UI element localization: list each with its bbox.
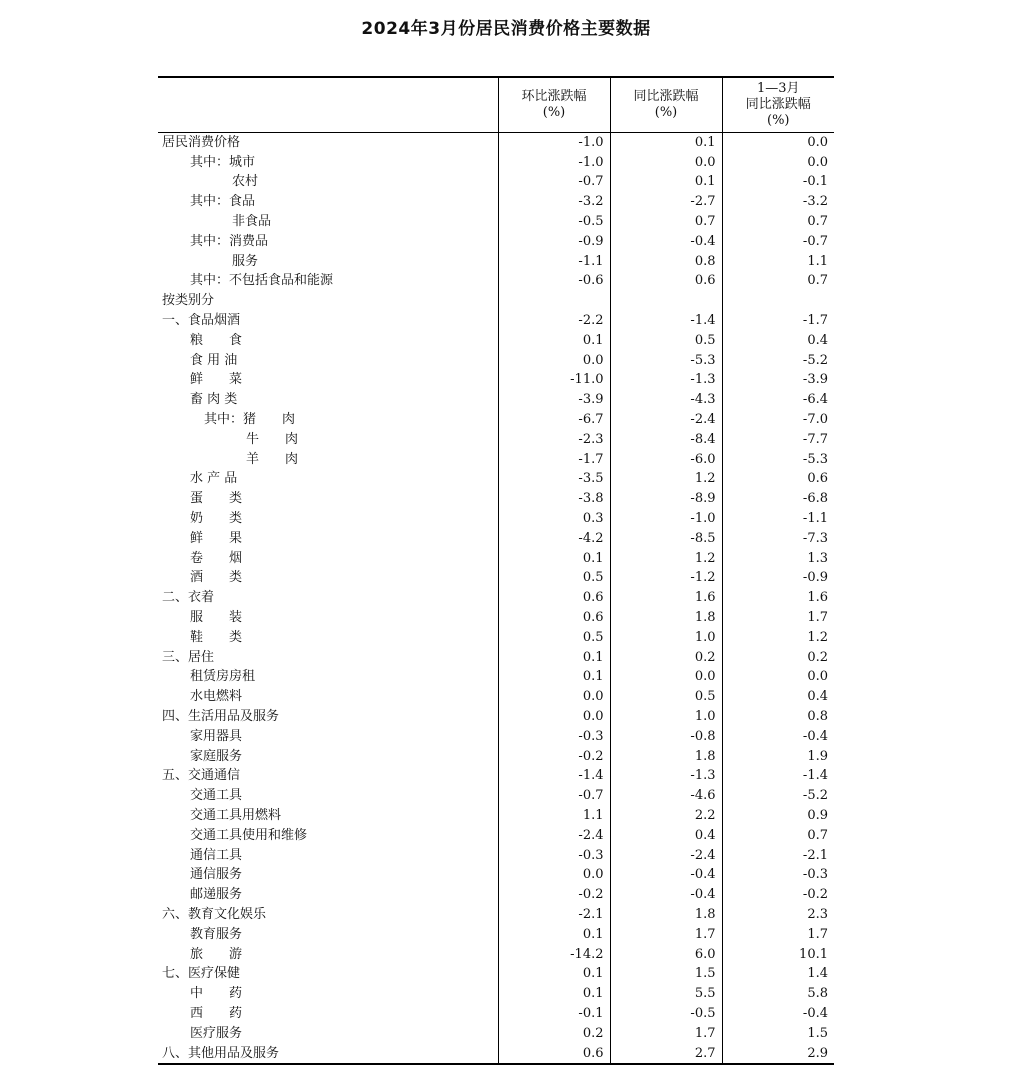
row-label: 食 用 油 xyxy=(190,352,238,368)
row-label: 其中：消费品 xyxy=(190,233,269,249)
row-label: 家用器具 xyxy=(190,728,243,744)
row-mom-value: 0.2 xyxy=(498,1024,610,1044)
row-yoy-value: -0.4 xyxy=(610,232,722,252)
row-yoy-value: -8.9 xyxy=(610,489,722,509)
row-mom-value: -0.3 xyxy=(498,727,610,747)
table-row xyxy=(158,173,834,193)
row-mom-value: -4.2 xyxy=(498,529,610,549)
row-yoy-value: 0.4 xyxy=(610,826,722,846)
row-yoy-value: 0.5 xyxy=(610,331,722,351)
row-mom-value: 0.6 xyxy=(498,1044,610,1065)
row-ytd-value: 2.3 xyxy=(722,905,834,925)
row-ytd-value: 1.9 xyxy=(722,747,834,767)
row-mom-value: 1.1 xyxy=(498,806,610,826)
table-row xyxy=(158,608,834,628)
row-yoy-value: 0.5 xyxy=(610,687,722,707)
row-ytd-value: -7.3 xyxy=(722,529,834,549)
row-label: 水电燃料 xyxy=(190,689,243,705)
row-ytd-value: -3.2 xyxy=(722,192,834,212)
row-label: 三、居住 xyxy=(162,649,215,665)
row-mom-value: -0.2 xyxy=(498,885,610,905)
header-item-column xyxy=(158,77,498,133)
row-yoy-value: 1.0 xyxy=(610,707,722,727)
table-row xyxy=(158,390,834,410)
row-yoy-value: 1.8 xyxy=(610,905,722,925)
table-row xyxy=(158,133,834,153)
table-row xyxy=(158,786,834,806)
header-mom-change xyxy=(498,77,610,133)
row-ytd-value: -7.7 xyxy=(722,430,834,450)
row-yoy-value: 1.6 xyxy=(610,588,722,608)
row-yoy-value: 6.0 xyxy=(610,945,722,965)
row-yoy-value: 1.7 xyxy=(610,925,722,945)
table-row xyxy=(158,291,834,311)
table-row xyxy=(158,707,834,727)
row-label: 畜 肉 类 xyxy=(190,392,238,408)
row-mom-value: 0.1 xyxy=(498,984,610,1004)
header-yoy-unit: (%) xyxy=(654,105,678,120)
row-label: 一、食品烟酒 xyxy=(162,313,241,329)
header-ytd-period: 1—3月 xyxy=(756,81,800,96)
row-mom-value: 0.5 xyxy=(498,569,610,589)
row-label: 蛋 类 xyxy=(190,491,243,507)
row-label: 西 药 xyxy=(190,1005,243,1021)
row-yoy-value: -1.0 xyxy=(610,509,722,529)
row-yoy-value: 0.0 xyxy=(610,153,722,173)
row-ytd-value: -1.7 xyxy=(722,311,834,331)
row-mom-value: 0.1 xyxy=(498,964,610,984)
table-row xyxy=(158,885,834,905)
header-yoy-label: 同比涨跌幅 xyxy=(633,89,699,104)
row-yoy-value: 2.2 xyxy=(610,806,722,826)
row-mom-value: -0.9 xyxy=(498,232,610,252)
row-label: 五、交通通信 xyxy=(162,768,241,784)
row-ytd-value: 1.4 xyxy=(722,964,834,984)
row-label: 交通工具用燃料 xyxy=(190,807,282,823)
row-mom-value: -2.3 xyxy=(498,430,610,450)
row-ytd-value: 0.4 xyxy=(722,687,834,707)
row-ytd-value: 1.3 xyxy=(722,549,834,569)
table-row xyxy=(158,588,834,608)
row-ytd-value: -5.2 xyxy=(722,786,834,806)
row-mom-value: -1.0 xyxy=(498,133,610,153)
row-label: 酒 类 xyxy=(190,570,243,586)
table-row xyxy=(158,846,834,866)
row-yoy-value: 0.1 xyxy=(610,133,722,153)
row-label: 通信工具 xyxy=(190,847,243,863)
table-row xyxy=(158,351,834,371)
table-row xyxy=(158,1024,834,1044)
table-row xyxy=(158,727,834,747)
row-label: 鲜 果 xyxy=(190,530,243,546)
row-mom-value: 0.0 xyxy=(498,707,610,727)
row-label: 非食品 xyxy=(232,214,272,230)
table-row xyxy=(158,806,834,826)
row-label: 服务 xyxy=(232,253,259,269)
row-ytd-value: -0.4 xyxy=(722,1004,834,1024)
row-ytd-value: -0.7 xyxy=(722,232,834,252)
table-row xyxy=(158,192,834,212)
row-ytd-value: -3.9 xyxy=(722,371,834,391)
row-label: 居民消费价格 xyxy=(162,134,241,150)
table-row xyxy=(158,964,834,984)
row-yoy-value: -2.4 xyxy=(610,410,722,430)
table-row xyxy=(158,212,834,232)
row-mom-value: -0.2 xyxy=(498,747,610,767)
row-yoy-value: 0.6 xyxy=(610,272,722,292)
header-ytd-label: 同比涨跌幅 xyxy=(745,97,811,112)
table-row xyxy=(158,826,834,846)
row-ytd-value: -0.4 xyxy=(722,727,834,747)
row-label: 通信服务 xyxy=(190,867,243,883)
table-row xyxy=(158,925,834,945)
table-row xyxy=(158,984,834,1004)
table-row xyxy=(158,747,834,767)
row-label: 牛 肉 xyxy=(246,431,299,447)
row-label: 奶 类 xyxy=(190,511,243,527)
row-mom-value: 0.3 xyxy=(498,509,610,529)
row-mom-value: -3.2 xyxy=(498,192,610,212)
row-yoy-value: 1.7 xyxy=(610,1024,722,1044)
row-mom-value: -3.5 xyxy=(498,470,610,490)
row-yoy-value: -0.4 xyxy=(610,865,722,885)
row-ytd-value: 10.1 xyxy=(722,945,834,965)
row-label: 其中：食品 xyxy=(190,194,256,210)
row-mom-value: 0.1 xyxy=(498,668,610,688)
page-title: 2024年3月份居民消费价格主要数据 xyxy=(361,19,651,39)
row-ytd-value: 1.5 xyxy=(722,1024,834,1044)
table-row xyxy=(158,252,834,272)
row-yoy-value: -1.3 xyxy=(610,767,722,787)
row-label: 鲜 菜 xyxy=(190,372,243,388)
row-ytd-value: 0.2 xyxy=(722,648,834,668)
row-mom-value: 0.0 xyxy=(498,687,610,707)
row-ytd-value: 0.6 xyxy=(722,470,834,490)
row-mom-value: -3.8 xyxy=(498,489,610,509)
row-mom-value: -1.0 xyxy=(498,153,610,173)
row-ytd-value: 1.2 xyxy=(722,628,834,648)
row-mom-value: -0.7 xyxy=(498,173,610,193)
row-ytd-value: 0.8 xyxy=(722,707,834,727)
header-mom-label: 环比涨跌幅 xyxy=(521,89,587,104)
row-label: 教育服务 xyxy=(190,926,243,942)
table-row xyxy=(158,905,834,925)
row-ytd-value: 0.7 xyxy=(722,826,834,846)
row-ytd-value: 0.4 xyxy=(722,331,834,351)
row-yoy-value: -0.5 xyxy=(610,1004,722,1024)
row-ytd-value: -0.1 xyxy=(722,173,834,193)
row-label: 八、其他用品及服务 xyxy=(162,1045,280,1061)
row-ytd-value: 5.8 xyxy=(722,984,834,1004)
row-label: 羊 肉 xyxy=(246,451,299,467)
header-ytd-unit: (%) xyxy=(767,113,790,128)
row-yoy-value: 0.8 xyxy=(610,252,722,272)
row-mom-value: 0.6 xyxy=(498,608,610,628)
row-ytd-value: 0.7 xyxy=(722,212,834,232)
row-mom-value: -0.7 xyxy=(498,786,610,806)
table-row xyxy=(158,272,834,292)
row-label: 其中：猪 肉 xyxy=(204,412,296,428)
row-ytd-value: -5.3 xyxy=(722,450,834,470)
row-yoy-value: -0.8 xyxy=(610,727,722,747)
row-ytd-value: 1.1 xyxy=(722,252,834,272)
row-mom-value: 0.0 xyxy=(498,865,610,885)
row-yoy-value: -1.3 xyxy=(610,371,722,391)
row-ytd-value: -6.4 xyxy=(722,390,834,410)
row-yoy-value: 0.1 xyxy=(610,173,722,193)
row-ytd-value: -2.1 xyxy=(722,846,834,866)
row-ytd-value: 1.6 xyxy=(722,588,834,608)
row-ytd-value xyxy=(722,291,834,311)
table-row xyxy=(158,569,834,589)
row-yoy-value: -0.4 xyxy=(610,885,722,905)
row-mom-value: -11.0 xyxy=(498,371,610,391)
row-label: 邮递服务 xyxy=(190,887,243,903)
row-label: 交通工具使用和维修 xyxy=(190,827,308,843)
row-mom-value: 0.0 xyxy=(498,351,610,371)
row-yoy-value: 1.2 xyxy=(610,470,722,490)
row-label: 租赁房房租 xyxy=(190,669,256,685)
table-row xyxy=(158,687,834,707)
row-mom-value: 0.1 xyxy=(498,331,610,351)
header-ytd-change xyxy=(722,77,834,133)
row-label: 旅 游 xyxy=(190,946,243,962)
row-mom-value: -0.3 xyxy=(498,846,610,866)
row-mom-value: 0.5 xyxy=(498,628,610,648)
row-yoy-value: 1.8 xyxy=(610,608,722,628)
row-label: 医疗服务 xyxy=(190,1025,243,1041)
row-ytd-value: -1.1 xyxy=(722,509,834,529)
row-label: 其中：城市 xyxy=(190,154,256,170)
row-mom-value: 0.1 xyxy=(498,549,610,569)
table-row xyxy=(158,311,834,331)
row-yoy-value: -4.6 xyxy=(610,786,722,806)
table-row xyxy=(158,549,834,569)
row-ytd-value: -0.9 xyxy=(722,569,834,589)
row-yoy-value: -8.5 xyxy=(610,529,722,549)
row-yoy-value: 1.2 xyxy=(610,549,722,569)
row-ytd-value: 0.0 xyxy=(722,133,834,153)
row-yoy-value: 0.7 xyxy=(610,212,722,232)
table-row xyxy=(158,945,834,965)
row-yoy-value: 0.0 xyxy=(610,668,722,688)
table-row xyxy=(158,648,834,668)
table-row xyxy=(158,153,834,173)
row-yoy-value: 1.5 xyxy=(610,964,722,984)
row-mom-value: 0.6 xyxy=(498,588,610,608)
row-label: 服 装 xyxy=(190,610,243,626)
row-ytd-value: 2.9 xyxy=(722,1044,834,1065)
row-yoy-value: -8.4 xyxy=(610,430,722,450)
row-ytd-value: 0.0 xyxy=(722,153,834,173)
row-ytd-value: 0.7 xyxy=(722,272,834,292)
row-ytd-value: 1.7 xyxy=(722,925,834,945)
row-ytd-value: 0.0 xyxy=(722,668,834,688)
row-mom-value: -0.5 xyxy=(498,212,610,232)
row-yoy-value: -2.7 xyxy=(610,192,722,212)
table-row xyxy=(158,489,834,509)
row-mom-value: -2.4 xyxy=(498,826,610,846)
table-row xyxy=(158,1004,834,1024)
row-yoy-value xyxy=(610,291,722,311)
row-label: 二、衣着 xyxy=(162,590,215,606)
row-label: 鞋 类 xyxy=(190,629,243,645)
table-header-row xyxy=(158,77,834,133)
row-ytd-value: 0.9 xyxy=(722,806,834,826)
row-ytd-value: -1.4 xyxy=(722,767,834,787)
row-yoy-value: -1.2 xyxy=(610,569,722,589)
table-row xyxy=(158,529,834,549)
table-row xyxy=(158,1044,834,1065)
row-mom-value: -1.7 xyxy=(498,450,610,470)
row-mom-value: -6.7 xyxy=(498,410,610,430)
row-mom-value: -14.2 xyxy=(498,945,610,965)
row-label: 家庭服务 xyxy=(190,748,243,764)
row-label: 七、医疗保健 xyxy=(162,966,241,982)
row-ytd-value: 1.7 xyxy=(722,608,834,628)
row-label: 交通工具 xyxy=(190,788,243,804)
table-row xyxy=(158,509,834,529)
table-row xyxy=(158,410,834,430)
row-ytd-value: -5.2 xyxy=(722,351,834,371)
row-label: 中 药 xyxy=(190,986,243,1002)
table-row xyxy=(158,232,834,252)
row-yoy-value: 5.5 xyxy=(610,984,722,1004)
header-yoy-change xyxy=(610,77,722,133)
table-row xyxy=(158,430,834,450)
row-label: 六、教育文化娱乐 xyxy=(162,906,267,922)
row-ytd-value: -6.8 xyxy=(722,489,834,509)
row-mom-value: -2.2 xyxy=(498,311,610,331)
row-yoy-value: 2.7 xyxy=(610,1044,722,1065)
row-mom-value: 0.1 xyxy=(498,925,610,945)
row-label: 粮 食 xyxy=(190,332,243,348)
row-yoy-value: -1.4 xyxy=(610,311,722,331)
row-label: 按类别分 xyxy=(162,293,215,309)
row-mom-value: -1.1 xyxy=(498,252,610,272)
row-mom-value xyxy=(498,291,610,311)
table-row xyxy=(158,371,834,391)
row-yoy-value: -2.4 xyxy=(610,846,722,866)
table-row xyxy=(158,450,834,470)
row-yoy-value: -6.0 xyxy=(610,450,722,470)
row-mom-value: -0.1 xyxy=(498,1004,610,1024)
row-mom-value: -2.1 xyxy=(498,905,610,925)
row-mom-value: -3.9 xyxy=(498,390,610,410)
row-label: 四、生活用品及服务 xyxy=(162,709,280,724)
cpi-data-table xyxy=(158,76,834,1065)
row-yoy-value: 0.2 xyxy=(610,648,722,668)
row-ytd-value: -0.2 xyxy=(722,885,834,905)
row-ytd-value: -7.0 xyxy=(722,410,834,430)
table-row xyxy=(158,767,834,787)
row-yoy-value: 1.8 xyxy=(610,747,722,767)
row-yoy-value: 1.0 xyxy=(610,628,722,648)
row-ytd-value: -0.3 xyxy=(722,865,834,885)
table-row xyxy=(158,331,834,351)
row-label: 农村 xyxy=(232,174,259,190)
header-mom-unit: (%) xyxy=(542,105,566,120)
table-row xyxy=(158,628,834,648)
row-mom-value: -0.6 xyxy=(498,272,610,292)
row-yoy-value: -4.3 xyxy=(610,390,722,410)
row-yoy-value: -5.3 xyxy=(610,351,722,371)
row-mom-value: 0.1 xyxy=(498,648,610,668)
table-row xyxy=(158,865,834,885)
row-label: 卷 烟 xyxy=(190,550,243,566)
table-row xyxy=(158,470,834,490)
row-label: 其中：不包括食品和能源 xyxy=(190,273,334,289)
table-row xyxy=(158,668,834,688)
row-mom-value: -1.4 xyxy=(498,767,610,787)
row-label: 水 产 品 xyxy=(190,471,238,487)
